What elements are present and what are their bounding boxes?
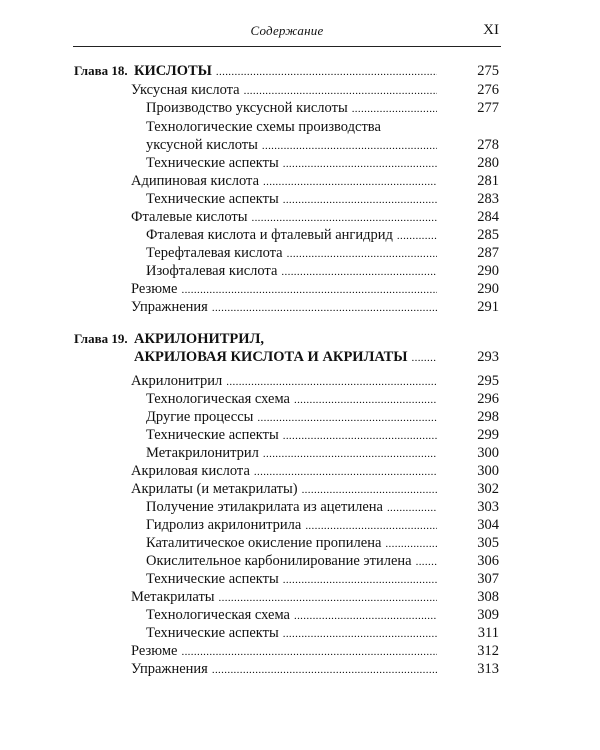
toc-entry-page: 298 — [477, 409, 499, 425]
toc-entry-text: Технологические схемы производства — [146, 119, 381, 135]
toc-entry-text: Окислительное карбонилирование этилена — [146, 553, 412, 569]
toc-entry-text: Каталитическое окисление пропилена — [146, 535, 382, 551]
toc-entry-page: 280 — [477, 155, 499, 171]
toc-entry — [146, 407, 440, 427]
toc-entry-text: Технические аспекты — [146, 191, 279, 207]
toc-entry — [146, 425, 440, 445]
toc-entry-page: 290 — [477, 281, 499, 297]
toc-entry — [146, 225, 440, 245]
toc-entry-page: 291 — [477, 299, 499, 315]
toc-entry-text: Технологическая схема — [146, 391, 290, 407]
toc-entry-text: Акрилонитрил — [131, 373, 223, 389]
chapter-19-page: 293 — [477, 349, 499, 365]
toc-entry-page: 300 — [477, 445, 499, 461]
chapter-18-title: КИСЛОТЫ — [134, 63, 212, 79]
toc-entry — [146, 98, 440, 118]
toc-entry — [146, 135, 440, 155]
toc-entry-text: Уксусная кислота — [131, 82, 240, 98]
toc-entry-text: Терефталевая кислота — [146, 245, 283, 261]
toc-entry-text: Упражнения — [131, 299, 208, 315]
header-page-number: XI — [483, 22, 499, 38]
chapter-18-label: Глава 18. — [74, 63, 128, 78]
toc-entry — [131, 80, 440, 100]
chapter-19-title-line2: АКРИЛОВАЯ КИСЛОТА И АКРИЛАТЫ — [134, 349, 408, 365]
toc-entry-page: 276 — [477, 82, 499, 98]
toc-entry-page: 296 — [477, 391, 499, 407]
toc-entry — [131, 171, 440, 191]
chapter-18-heading — [134, 61, 440, 81]
toc-entry — [146, 515, 440, 535]
chapter-19-title-line1: АКРИЛОНИТРИЛ, — [134, 331, 264, 347]
toc-entry-text: Резюме — [131, 281, 178, 297]
toc-entry-page: 287 — [477, 245, 499, 261]
toc-entry — [146, 443, 440, 463]
toc-entry-page: 278 — [477, 137, 499, 153]
toc-entry-text: Производство уксусной кислоты — [146, 100, 348, 116]
toc-entry-text: Резюме — [131, 643, 178, 659]
dot-leader — [352, 99, 437, 119]
toc-entry-page: 306 — [477, 553, 499, 569]
toc-entry — [131, 461, 440, 481]
running-header — [73, 22, 501, 47]
toc-entry-page: 303 — [477, 499, 499, 515]
toc-entry-text: Гидролиз акрилонитрила — [146, 517, 302, 533]
toc-entry — [131, 479, 440, 499]
header-title: Содержание — [250, 23, 324, 38]
toc-entry — [146, 389, 440, 409]
toc-entry — [146, 623, 440, 643]
toc-entry-text: Метакрилаты — [131, 589, 215, 605]
toc-entry — [146, 533, 440, 553]
toc-entry-text: Технические аспекты — [146, 571, 279, 587]
toc-entry-page: 308 — [477, 589, 499, 605]
toc-entry-page: 295 — [477, 373, 499, 389]
toc-entry-text: Фталевая кислота и фталевый ангидрид — [146, 227, 393, 243]
toc-entry — [146, 605, 440, 625]
toc-entry-text: Другие процессы — [146, 409, 254, 425]
dot-leader — [216, 62, 437, 82]
toc-entry-page: 312 — [477, 643, 499, 659]
toc-entry-text: Изофталевая кислота — [146, 263, 278, 279]
toc-entry-page: 277 — [477, 100, 499, 116]
toc-entry-text: Технологическая схема — [146, 607, 290, 623]
toc-entry-text: Упражнения — [131, 661, 208, 677]
toc-entry — [131, 297, 440, 317]
dot-leader — [212, 298, 437, 318]
toc-entry — [131, 371, 440, 391]
toc-entry-page: 284 — [477, 209, 499, 225]
toc-entry — [146, 569, 440, 589]
toc-entry — [146, 551, 440, 571]
toc-entry-page: 309 — [477, 607, 499, 623]
toc-entry-text: Технические аспекты — [146, 625, 279, 641]
toc-entry-page: 304 — [477, 517, 499, 533]
toc-entry — [131, 587, 440, 607]
toc-entry-page: 300 — [477, 463, 499, 479]
toc-entry-text: Технические аспекты — [146, 427, 279, 443]
toc-entry — [146, 497, 440, 517]
toc-entry-text: уксусной кислоты — [146, 137, 258, 153]
toc-entry-page: 305 — [477, 535, 499, 551]
toc-entry — [131, 659, 440, 679]
toc-entry-text: Акриловая кислота — [131, 463, 250, 479]
toc-entry-page: 283 — [477, 191, 499, 207]
toc-entry — [146, 261, 440, 281]
toc-entry — [146, 153, 440, 173]
toc-entry — [146, 243, 440, 263]
toc-entry-text: Получение этилакрилата из ацетилена — [146, 499, 383, 515]
toc-entry-text: Фталевые кислоты — [131, 209, 248, 225]
toc-entry — [146, 189, 440, 209]
toc-entry — [131, 279, 440, 299]
toc-entry — [131, 207, 440, 227]
toc-entry-page: 302 — [477, 481, 499, 497]
toc-entry-page: 311 — [477, 625, 499, 641]
toc-entry-page: 281 — [477, 173, 499, 189]
toc-entry-text: Метакрилонитрил — [146, 445, 259, 461]
chapter-18-page: 275 — [477, 63, 499, 79]
toc-entry-page: 307 — [477, 571, 499, 587]
toc-entry — [131, 641, 440, 661]
dot-leader — [212, 660, 437, 680]
dot-leader — [412, 348, 438, 368]
toc-entry-page: 290 — [477, 263, 499, 279]
toc-entry-text: Технические аспекты — [146, 155, 279, 171]
toc-entry-page: 285 — [477, 227, 499, 243]
toc-entry-text: Адипиновая кислота — [131, 173, 260, 189]
toc-entry-text: Акрилаты (и метакрилаты) — [131, 481, 298, 497]
toc-entry-page: 313 — [477, 661, 499, 677]
toc-entry-page: 299 — [477, 427, 499, 443]
chapter-19-label: Глава 19. — [74, 331, 128, 346]
chapter-19-heading — [134, 347, 440, 367]
